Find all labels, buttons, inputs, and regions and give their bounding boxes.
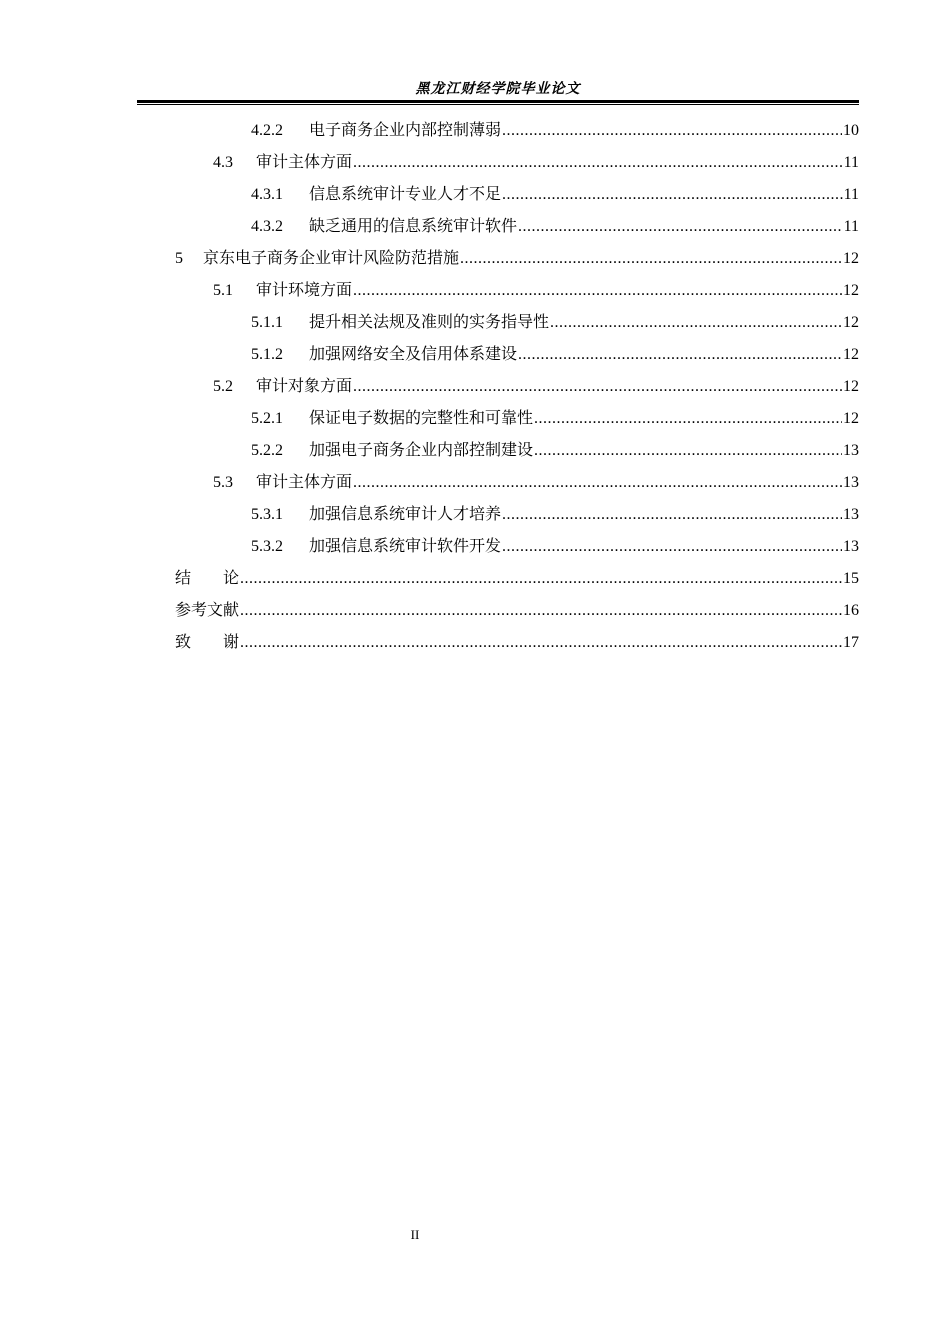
toc-dot-leader <box>353 474 842 492</box>
toc-entry-number: 5.1 <box>213 282 233 299</box>
toc-entry-page: 12 <box>843 346 859 363</box>
toc-dot-leader <box>518 346 842 364</box>
toc-entry-title: 审计环境方面 <box>256 280 353 299</box>
toc-entry-page: 12 <box>843 314 859 331</box>
toc-entry-title: 审计主体方面 <box>256 152 353 171</box>
toc-entry-page: 11 <box>843 186 859 203</box>
toc-dot-leader <box>550 314 842 332</box>
toc-dot-leader <box>502 186 843 204</box>
toc-dot-leader <box>534 410 842 428</box>
toc-entry-title: 京东电子商务企业审计风险防范措施 <box>203 248 460 267</box>
toc-entry[interactable] <box>251 341 859 373</box>
toc-entry-title: 加强电子商务企业内部控制建设 <box>309 440 534 459</box>
toc-entry-number: 4.3.2 <box>251 218 283 235</box>
toc-entry[interactable] <box>251 501 859 533</box>
toc-dot-leader <box>518 218 843 236</box>
toc-entry[interactable] <box>213 149 859 181</box>
header-rule-thick <box>137 100 859 103</box>
toc-entry[interactable] <box>251 309 859 341</box>
toc-entry[interactable] <box>251 405 859 437</box>
toc-entry-number: 5.2.1 <box>251 410 283 427</box>
toc-entry-title: 信息系统审计专业人才不足 <box>309 184 502 203</box>
toc-entry-title: 参考文献 <box>175 600 240 619</box>
toc-entry-page: 12 <box>843 410 859 427</box>
toc-entry[interactable] <box>251 533 859 565</box>
toc-entry-number: 5.3 <box>213 474 233 491</box>
toc-entry-title: 审计对象方面 <box>256 376 353 395</box>
toc-entry-number: 4.3 <box>213 154 233 171</box>
toc-entry-page: 12 <box>843 250 859 267</box>
toc-entry-page: 11 <box>843 154 859 171</box>
toc-dot-leader <box>502 122 842 140</box>
toc-entry[interactable] <box>213 277 859 309</box>
toc-entry-title: 加强网络安全及信用体系建设 <box>309 344 518 363</box>
toc-entry-page: 16 <box>843 602 859 619</box>
toc-entry[interactable] <box>175 565 859 597</box>
toc-dot-leader <box>502 506 842 524</box>
toc-entry[interactable] <box>213 469 859 501</box>
toc-entry-number: 4.2.2 <box>251 122 283 139</box>
toc-entry-page: 13 <box>843 538 859 555</box>
toc-dot-leader <box>353 378 842 396</box>
toc-dot-leader <box>240 602 842 620</box>
toc-entry-page: 13 <box>843 442 859 459</box>
toc-entry[interactable] <box>175 597 859 629</box>
toc-entry-number: 5 <box>175 250 183 267</box>
toc-entry[interactable] <box>175 629 859 661</box>
toc-entry[interactable] <box>175 245 859 277</box>
toc-entry-title: 加强信息系统审计软件开发 <box>309 536 502 555</box>
toc-entry-page: 17 <box>843 634 859 651</box>
toc-entry-page: 10 <box>843 122 859 139</box>
toc-entry-number: 5.3.1 <box>251 506 283 523</box>
toc-entry[interactable] <box>251 213 859 245</box>
toc-entry-number: 5.3.2 <box>251 538 283 555</box>
toc-dot-leader <box>353 154 843 172</box>
toc-entry-page: 15 <box>843 570 859 587</box>
toc-entry-title: 加强信息系统审计人才培养 <box>309 504 502 523</box>
toc-dot-leader <box>240 570 842 588</box>
toc-entry[interactable] <box>213 373 859 405</box>
toc-entry-title: 结 论 <box>175 568 240 587</box>
toc-entry-title: 缺乏通用的信息系统审计软件 <box>309 216 518 235</box>
toc-dot-leader <box>502 538 842 556</box>
toc-entry-number: 5.1.2 <box>251 346 283 363</box>
header-rule-thin <box>137 104 859 105</box>
toc-entry-number: 5.2.2 <box>251 442 283 459</box>
toc-entry-title: 审计主体方面 <box>256 472 353 491</box>
toc-dot-leader <box>534 442 842 460</box>
page-number: II <box>410 1227 420 1242</box>
toc-entry-title: 保证电子数据的完整性和可靠性 <box>309 408 534 427</box>
toc-entry-page: 11 <box>843 218 859 235</box>
toc-entry-number: 5.2 <box>213 378 233 395</box>
toc-entry-number: 5.1.1 <box>251 314 283 331</box>
running-header-title: 黑龙江财经学院毕业论文 <box>415 81 581 97</box>
toc-entry[interactable] <box>251 117 859 149</box>
toc-entry-title: 提升相关法规及准则的实务指导性 <box>309 312 550 331</box>
toc-entry[interactable] <box>251 181 859 213</box>
toc-entry-page: 13 <box>843 506 859 523</box>
toc-entry-page: 13 <box>843 474 859 491</box>
toc-entry-page: 12 <box>843 282 859 299</box>
toc-entry-number: 4.3.1 <box>251 186 283 203</box>
toc-dot-leader <box>353 282 842 300</box>
toc-dot-leader <box>240 634 842 652</box>
toc-entry-title: 电子商务企业内部控制薄弱 <box>309 120 502 139</box>
toc-dot-leader <box>460 250 842 268</box>
toc-entry[interactable] <box>251 437 859 469</box>
toc-entry-title: 致 谢 <box>175 632 240 651</box>
toc-entry-page: 12 <box>843 378 859 395</box>
